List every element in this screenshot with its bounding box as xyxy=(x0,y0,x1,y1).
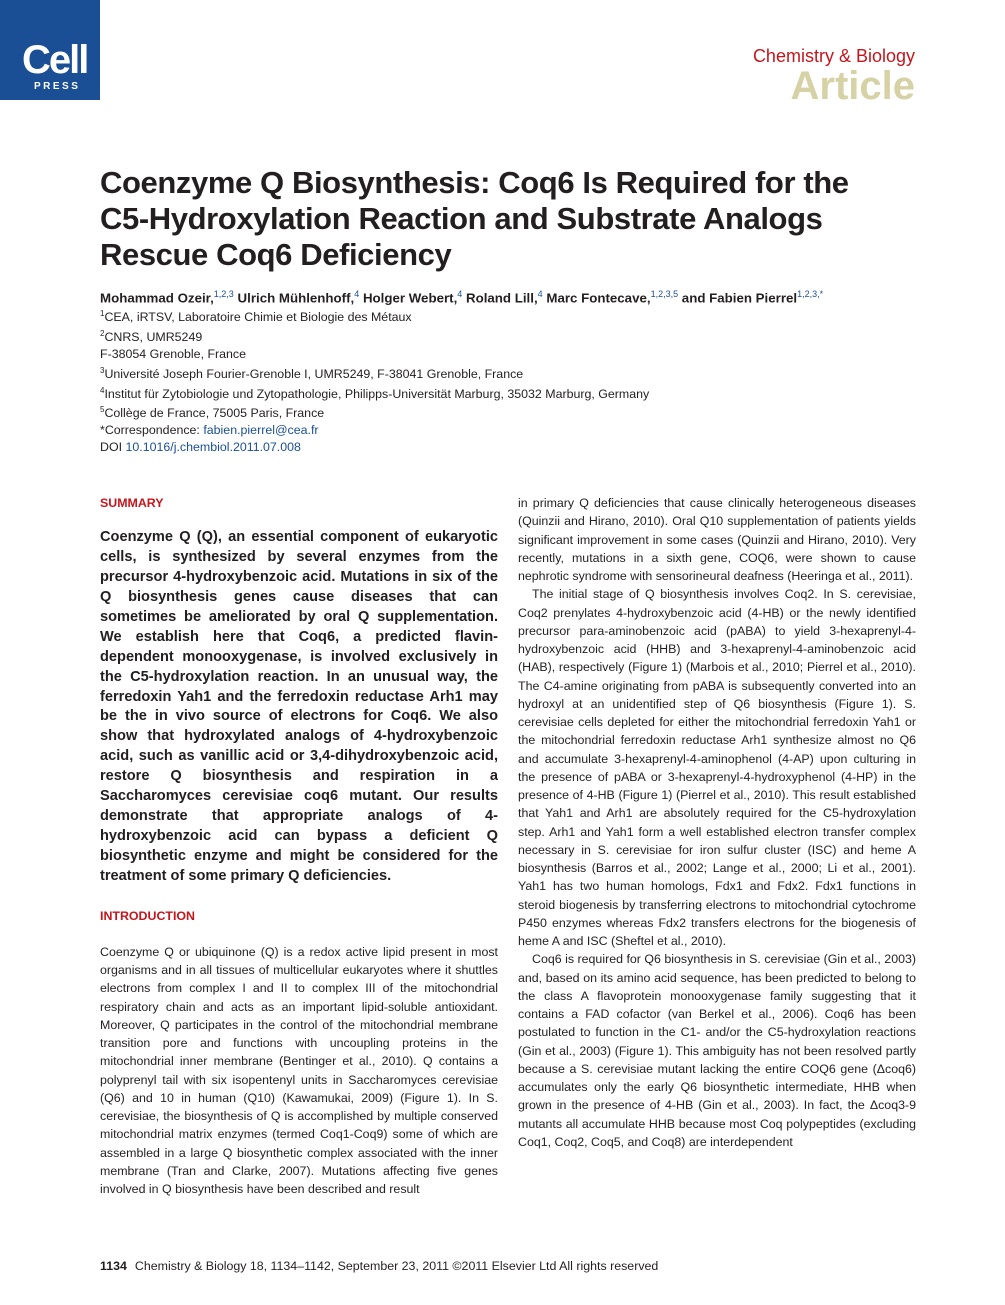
correspondence-email-link[interactable]: fabien.pierrel@cea.fr xyxy=(203,423,319,438)
summary-text: Coenzyme Q (Q), an essential component of eukaryotic cells, is synthesized by several enzymes from the precursor 4-hydroxybenzoic acid. Mutations in six of the Q biosynthesis genes cause diseases that can sometimes be ameliorated by oral Q supplementation. We establish here that Coq6, a predicted flavin-dependent monooxygenase, is involved exclusively in the C5-hydroxylation reaction. In an unusual way, the ferredoxin Yah1 and the ferredoxin reductase Arh1 may be the in vivo source of electrons for Coq6. We also show that hydroxylated analogs of 4-hydroxybenzoic acid, such as vanillic acid or 3,4-dihydroxybenzoic acid, restore Q biosynthesis and respiration in a Saccharomyces cerevisiae coq6 mutant. Our results demonstrate that appropriate analogs of 4-hydroxybenzoic acid can bypass a deficient Q biosynthetic enzyme and might be considered for the treatment of some primary Q deficiencies. xyxy=(100,529,498,884)
cell-press-logo xyxy=(0,0,100,100)
author-list xyxy=(100,289,920,305)
author-name: Ulrich Mühlenhoff, xyxy=(233,290,355,306)
affiliation-line xyxy=(100,383,860,403)
affiliation-line xyxy=(100,346,860,363)
journal-name: Chemistry & Biology xyxy=(752,46,915,66)
correspondence-label: *Correspondence: xyxy=(100,423,204,438)
affil-text: CEA, iRTSV, Laboratoire Chimie et Biologie des Métaux xyxy=(104,310,412,325)
affil-number: 5 xyxy=(100,405,105,415)
body-paragraph: Coq6 is required for Q6 biosynthesis in S. cerevisiae (Gin et al., 2003) and, based on its amino acid sequence, has been predicted to belong to the class A flavoprotein monooxygenase family suggesting that it contains a FAD cofactor (van Berkel et al., 2006). Coq6 has been postulated to function in the C1- and/or the C5-hydroxylation reactions (Gin et al., 2003) (Figure 1). This ambiguity has not been resolved partly because a S. cerevisiae mutant lacking the entire COQ6 gene (Δcoq6) accumulates only the early Q6 biosynthetic intermediate, HHB when grown in the presence of 4-HB (Gin et al., 2003). In fact, the Δcoq3-9 mutants all accumulate HHB because most Coq polypeptides (excluding Coq1, Coq2, Coq5, and Coq8) are interdependent xyxy=(518,952,916,1149)
author-name: Holger Webert, xyxy=(359,290,458,306)
affil-text: Université Joseph Fourier-Grenoble I, UMR5249, F-38041 Grenoble, France xyxy=(104,366,524,381)
introduction-heading: INTRODUCTION xyxy=(100,908,195,923)
affil-number: 3 xyxy=(100,365,105,375)
article-title: Coenzyme Q Biosynthesis: Coq6 Is Required for the C5-Hydroxylation Reaction and Substrate Analogs Rescue Coq6 Deficiency xyxy=(100,165,849,272)
page-number: 1134 xyxy=(100,1259,127,1273)
author-affil-ref[interactable]: 4 xyxy=(537,289,543,299)
logo-press-text: PRESS xyxy=(34,81,81,92)
affiliation-line xyxy=(100,306,860,326)
affil-number: 4 xyxy=(100,385,105,395)
author-name: Roland Lill, xyxy=(462,290,538,306)
affiliation-line xyxy=(100,326,860,346)
footer-citation: Chemistry & Biology 18, 1134–1142, September 23, 2011 ©2011 Elsevier Ltd All rights reserved xyxy=(134,1259,659,1273)
intro-paragraph: Coenzyme Q or ubiquinone (Q) is a redox active lipid present in most organisms and in all tissues of multicellular eukaryotes where it shuttles electrons from complex I and II to complex III of the mitochondrial respiratory chain and acts as an important lipid-soluble antioxidant. Moreover, Q participates in the control of the mitochondrial membrane transition pore and functions with uncoupling proteins in the mitochondrial inner membrane (Bentinger et al., 2010). Q contains a polyprenyl tail with six isopentenyl units in Saccharomyces cerevisiae (Q6) and 10 in human (Q10) (Kawamukai, 2009) (Figure 1). In S. cerevisiae, the biosynthesis of Q is accomplished by multiple conserved mitochondrial matrix enzymes (termed Coq1-Coq9) some of which are assembled in a large Q biosynthetic complex associated with the inner membrane (Tran and Clarke, 2007). Mutations affecting five genes involved in Q biosynthesis have been described and result xyxy=(100,944,498,1197)
affiliation-line xyxy=(100,402,860,422)
author-name: and Fabien Pierrel xyxy=(678,290,798,306)
doi-link[interactable]: 10.1016/j.chembiol.2011.07.008 xyxy=(125,440,301,455)
author-affil-ref[interactable]: 4 xyxy=(457,289,463,299)
author-affil-ref[interactable]: 1,2,3 xyxy=(213,289,234,299)
article-type: Article xyxy=(790,64,915,108)
author-name: Marc Fontecave, xyxy=(542,290,651,306)
affiliations xyxy=(100,306,860,456)
affil-text: CNRS, UMR5249 xyxy=(104,330,203,345)
affil-number: 1 xyxy=(100,309,105,318)
author-affil-ref[interactable]: 1,2,3,5 xyxy=(650,289,679,299)
affil-text: Institut für Zytobiologie und Zytopathologie, Philipps-Universität Marburg, 35032 Marburg, Germany xyxy=(104,386,650,401)
author-affil-ref[interactable]: 1,2,3,* xyxy=(797,289,824,299)
body-paragraph: in primary Q deficiencies that cause clinically heterogeneous diseases (Quinzii and Hirano, 2010). Oral Q10 supplementation of patients yields significant improvement in some cases (Quinzii and Hirano, 2010). Very recently, mutations in a sixth gene, COQ6, were shown to cause nephrotic syndrome with sensorineural deafness (Heeringa et al., 2011). xyxy=(518,496,916,583)
right-column xyxy=(518,494,916,1151)
doi-label: DOI xyxy=(100,440,126,455)
body-paragraph: The initial stage of Q biosynthesis involves Coq2. In S. cerevisiae, Coq2 prenylates 4-hydroxybenzoic acid (4-HB) or the newly identified precursor para-aminobenzoic acid (pABA) to yield 3-hexaprenyl-4-hydroxybenzoic acid (HHB) and 3-hexaprenyl-4-aminobenzoic acid (HAB), respectively (Figure 1) (Marbois et al., 2010; Pierrel et al., 2010). The C4-amine originating from pABA is subsequently converted into an hydroxyl at an unidentified step of Q6 biosynthesis (Figure 1). S. cerevisiae cells depleted for either the mitochondrial ferredoxin Yah1 or the mitochondrial ferredoxin reductase Arh1 synthesize almost no Q6 and accumulate 3-hexaprenyl-4-aminophenol (4-AP) upon culturing in the presence of pABA or 3-hexaprenyl-4-hydroxyphenol (4-HP) in the presence of 4-HB (Figure 1) (Pierrel et al., 2010). This result established that Yah1 and Arh1 are absolutely required for the C5-hydroxylation step. Arh1 and Yah1 form a well established electron transfer complex necessary in S. cerevisiae for iron sulfur cluster (ISC) and heme A biosynthesis (Barros et al., 2002; Lange et al., 2000; Li et al., 2001). Yah1 has two human homologs, Fdx1 and Fdx2. Fdx1 functions in steroid biogenesis by transferring electrons to mitochondrial cytochrome P450 enzymes whereas Fdx2 transfers electrons for the biogenesis of heme A and ISC (Sheftel et al., 2010). xyxy=(518,587,916,948)
author-affil-ref[interactable]: 4 xyxy=(354,289,360,299)
affiliation-line xyxy=(100,363,860,383)
correspondence-line xyxy=(100,422,860,439)
affil-text: Collège de France, 75005 Paris, France xyxy=(104,406,325,421)
summary-heading: SUMMARY xyxy=(100,496,164,510)
page-footer xyxy=(100,1259,658,1273)
author-name: Mohammad Ozeir, xyxy=(100,290,214,306)
left-column xyxy=(100,494,498,1198)
affil-text: F-38054 Grenoble, France xyxy=(100,346,247,361)
logo-cell-text: Cell xyxy=(22,38,88,82)
affil-number: 2 xyxy=(100,328,105,338)
doi-line xyxy=(100,439,860,456)
